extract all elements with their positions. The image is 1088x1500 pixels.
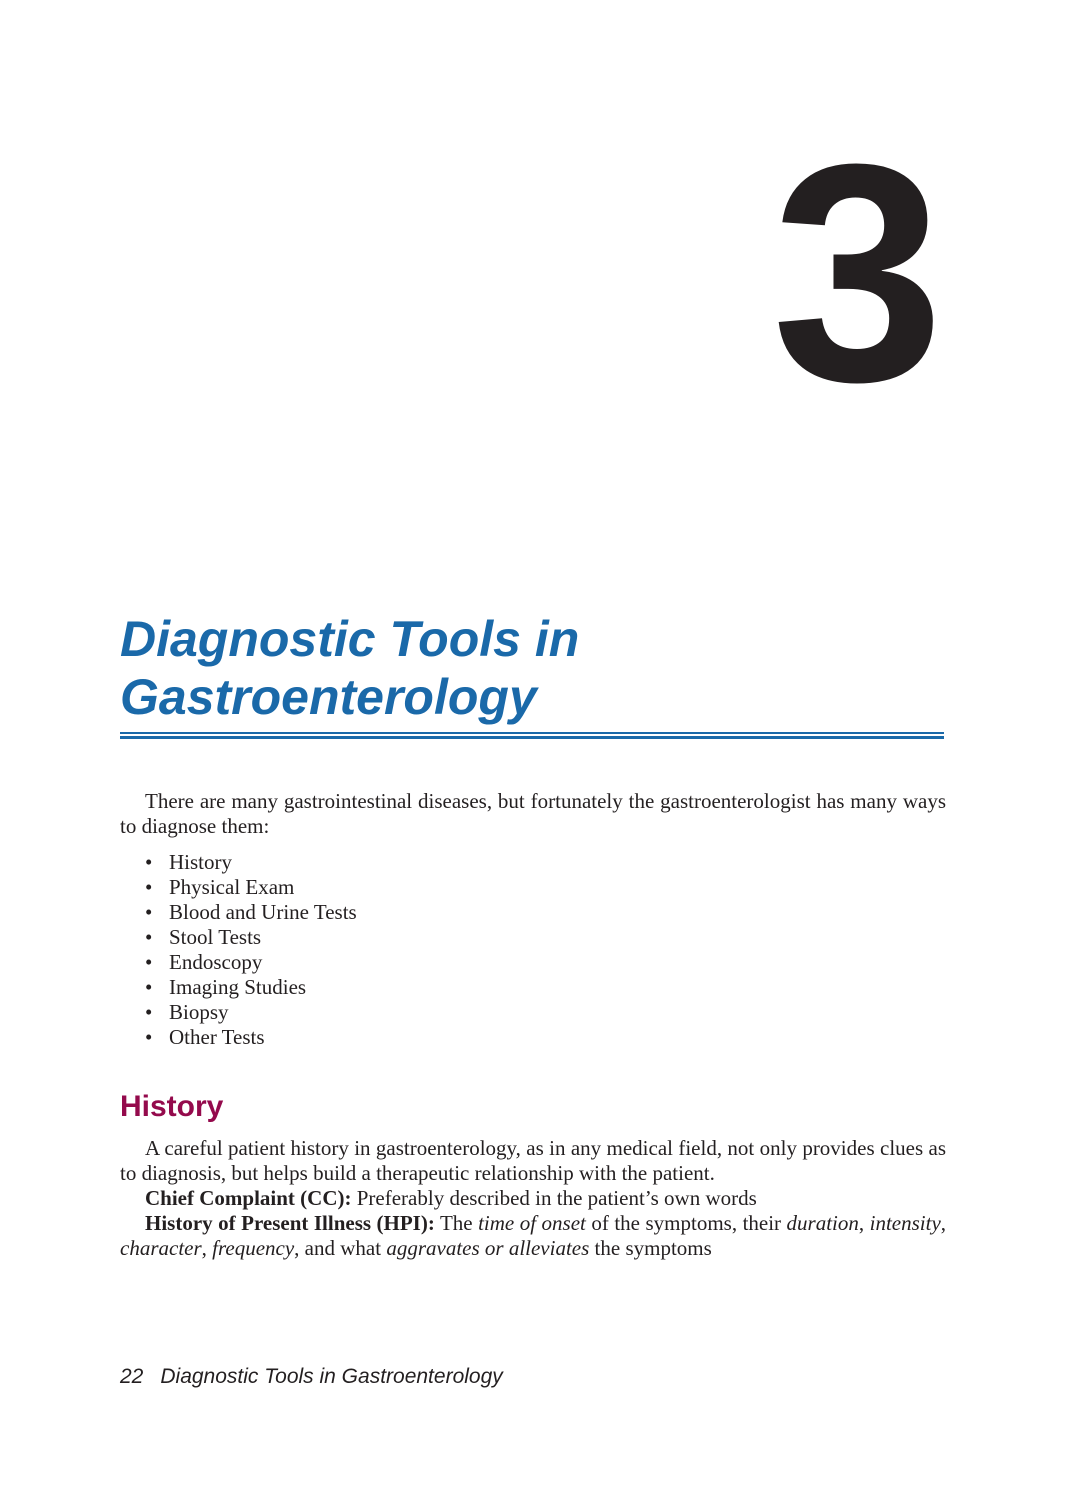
history-section-body [120,1136,946,1261]
hpi-text: , [858,1211,865,1235]
chapter-title [120,610,950,726]
chapter-title-line-1: Diagnostic Tools in [120,611,580,667]
hpi-text: , [201,1236,207,1260]
title-rule-thick [120,736,944,739]
chapter-number: 3 [771,99,940,446]
page-footer [120,1364,503,1390]
hpi-text: , and what [294,1236,382,1260]
chief-complaint-paragraph [120,1186,946,1211]
page-number: 22 [120,1365,144,1388]
hpi-emphasis: time of onset [478,1211,586,1235]
list-item: • Physical Exam [145,875,357,900]
chief-complaint-text: Preferably described in the patient’s own words [356,1186,757,1210]
list-item: • Imaging Studies [145,975,357,1000]
hpi-text: , [940,1211,947,1235]
chief-complaint-label: Chief Complaint (CC): [145,1186,352,1210]
list-item: • Endoscopy [145,950,357,975]
title-rule-thin [120,732,944,734]
history-paragraph: A careful patient history in gastroenterology, as in any medical field, not only provides clues as to diagnosis, but helps build a therapeutic relationship with the patient. [120,1136,946,1185]
hpi-emphasis: character [120,1236,202,1260]
list-item: • Biopsy [145,1000,357,1025]
hpi-label: History of Present Illness (HPI): [145,1211,435,1235]
hpi-emphasis: aggravates or alleviates [386,1236,590,1260]
hpi-emphasis: frequency [212,1236,295,1260]
running-title: Diagnostic Tools in Gastroenterology [160,1365,503,1388]
list-item: • History [145,850,357,875]
section-heading-history: History [120,1090,224,1123]
hpi-text: The [439,1211,473,1235]
hpi-emphasis: duration [786,1211,859,1235]
hpi-text: the symptoms [594,1236,712,1260]
list-item: • Other Tests [145,1025,357,1050]
chapter-title-line-2: Gastroenterology [120,669,537,725]
intro-paragraph: There are many gastrointestinal diseases, but fortunately the gastroenterologist has many ways to diagnose them: [120,789,946,838]
hpi-emphasis: intensity [869,1211,941,1235]
list-item: • Blood and Urine Tests [145,900,357,925]
hpi-text: of the symptoms, their [591,1211,782,1235]
list-item: • Stool Tests [145,925,357,950]
hpi-paragraph [120,1211,946,1261]
diagnostic-tools-list [145,850,357,1050]
title-double-rule [120,732,944,739]
